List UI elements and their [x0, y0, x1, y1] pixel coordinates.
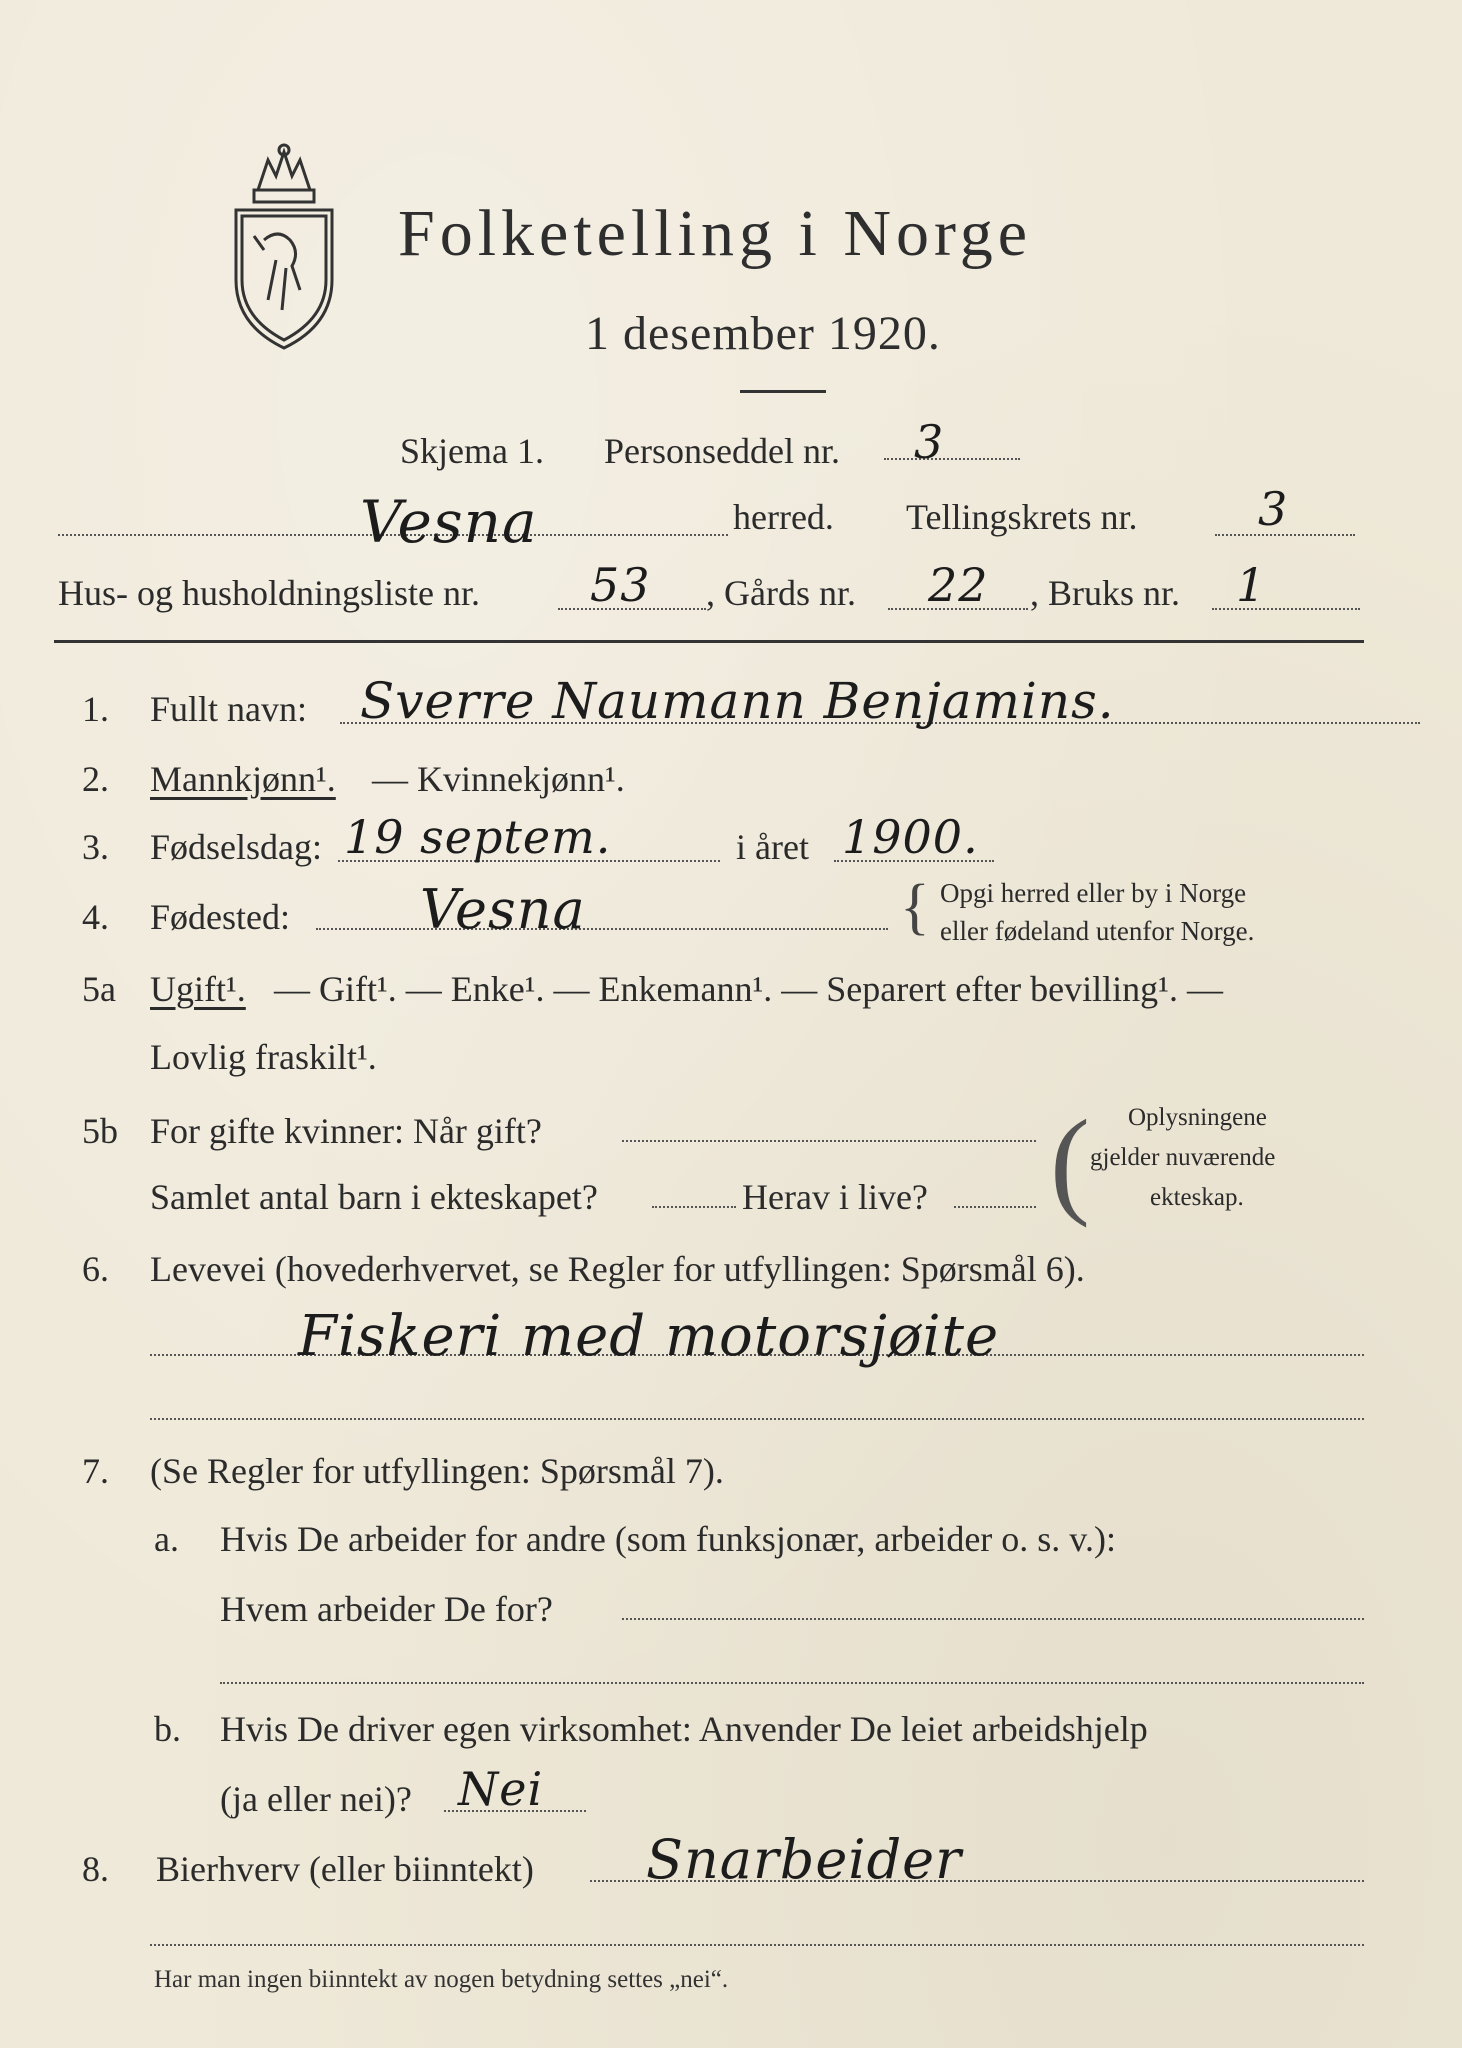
tellingskrets-label: Tellingskrets nr. — [906, 497, 1138, 537]
q4-note-line2: eller fødeland utenfor Norge. — [940, 916, 1255, 946]
q5b-note-line3: ekteskap. — [1150, 1184, 1244, 1211]
q8-value: Snarbeider — [646, 1828, 962, 1891]
q5b-children-line — [652, 1206, 736, 1208]
herred-value: Vesna — [360, 488, 538, 556]
q1-label: Fullt navn: — [150, 689, 308, 729]
q3-year-value: 1900. — [842, 810, 979, 864]
footer-note: Har man ingen biinntekt av nogen betydning settes „nei“. — [154, 1966, 729, 1993]
q1-value: Sverre Naumann Benjamins. — [360, 672, 1115, 730]
q6-line2 — [150, 1418, 1364, 1420]
personseddel-label: Personseddel nr. — [604, 431, 840, 471]
q5a-number: 5a — [82, 969, 116, 1009]
q5b-note-brace: ( — [1050, 1095, 1090, 1228]
q2-number: 2. — [82, 759, 109, 799]
bruks-label: , Bruks nr. — [1030, 573, 1181, 613]
gards-value: 22 — [928, 558, 989, 612]
q8-label: Bierhverv (eller biinntekt) — [156, 1849, 534, 1889]
q2-female-option: — Kvinnekjønn¹. — [372, 759, 625, 799]
q2-male-option: Mannkjønn¹. — [150, 759, 336, 799]
herred-label: herred. — [733, 497, 834, 537]
q5b-alive-label: Herav i live? — [742, 1177, 928, 1217]
q7a-letter: a. — [154, 1519, 179, 1559]
q4-number: 4. — [82, 897, 109, 937]
q7-number: 7. — [82, 1451, 109, 1491]
q7b-text: Hvis De driver egen virksomhet: Anvender De leiet arbeidshjelp — [220, 1709, 1148, 1749]
q5b-note-line1: Oplysningene — [1128, 1104, 1267, 1131]
q5a-fraskilt-option: Lovlig fraskilt¹. — [150, 1037, 377, 1077]
q7a-line2 — [220, 1682, 1364, 1684]
q4-note-line1: Opgi herred eller by i Norge — [940, 878, 1247, 908]
q3-number: 3. — [82, 827, 109, 867]
bruks-line — [1212, 608, 1360, 610]
q7a-line1 — [622, 1618, 1364, 1620]
q5a-ugift-option: Ugift¹. — [150, 969, 246, 1009]
q5a-other-options: — Gift¹. — Enke¹. — Enkemann¹. — Separert efter bevilling¹. — — [274, 969, 1223, 1009]
q5b-children-label: Samlet antal barn i ekteskapet? — [150, 1177, 598, 1217]
q5b-married-label: For gifte kvinner: Når gift? — [150, 1111, 542, 1151]
q3-day-value: 19 septem. — [344, 810, 612, 864]
liste-label: Hus- og husholdningsliste nr. — [58, 573, 481, 613]
q5b-married-line — [622, 1140, 1036, 1142]
q6-label: Levevei (hovederhvervet, se Regler for utfyllingen: Spørsmål 6). — [150, 1249, 1085, 1289]
form-title: Folketelling i Norge — [398, 197, 1033, 270]
title-divider — [740, 390, 826, 393]
q8-line2 — [150, 1944, 1364, 1946]
q5b-alive-line — [954, 1206, 1036, 1208]
personseddel-line — [884, 458, 1020, 460]
q7-label: (Se Regler for utfyllingen: Spørsmål 7). — [150, 1451, 724, 1491]
q7a-question: Hvem arbeider De for? — [220, 1589, 553, 1629]
q7b-letter: b. — [154, 1709, 181, 1749]
q8-number: 8. — [82, 1849, 109, 1889]
personseddel-value: 3 — [914, 415, 945, 469]
q7a-text: Hvis De arbeider for andre (som funksjonær, arbeider o. s. v.): — [220, 1519, 1116, 1559]
q4-label: Fødested: — [150, 897, 290, 937]
q5b-number: 5b — [82, 1111, 118, 1151]
bruks-value: 1 — [1236, 558, 1267, 612]
schema-label: Skjema 1. — [400, 431, 544, 471]
q4-value: Vesna — [420, 878, 586, 941]
q4-line — [316, 928, 888, 930]
q1-number: 1. — [82, 689, 109, 729]
tellingskrets-value: 3 — [1258, 482, 1289, 536]
q5b-note-line2: gjelder nuværende — [1090, 1144, 1276, 1171]
liste-value: 53 — [590, 558, 651, 612]
q4-note-brace: { — [900, 873, 930, 941]
q6-number: 6. — [82, 1249, 109, 1289]
coat-of-arms-icon — [228, 140, 340, 352]
gards-label: , Gårds nr. — [706, 573, 856, 613]
q3-year-label: i året — [736, 827, 809, 867]
header-rule — [54, 640, 1364, 643]
q7b-value: Nei — [458, 1762, 544, 1816]
q7b-question: (ja eller nei)? — [220, 1779, 412, 1819]
census-date: 1 desember 1920. — [585, 307, 941, 360]
q3-label: Fødselsdag: — [150, 827, 323, 867]
q6-value: Fiskeri med motorsjøite — [298, 1304, 1000, 1369]
